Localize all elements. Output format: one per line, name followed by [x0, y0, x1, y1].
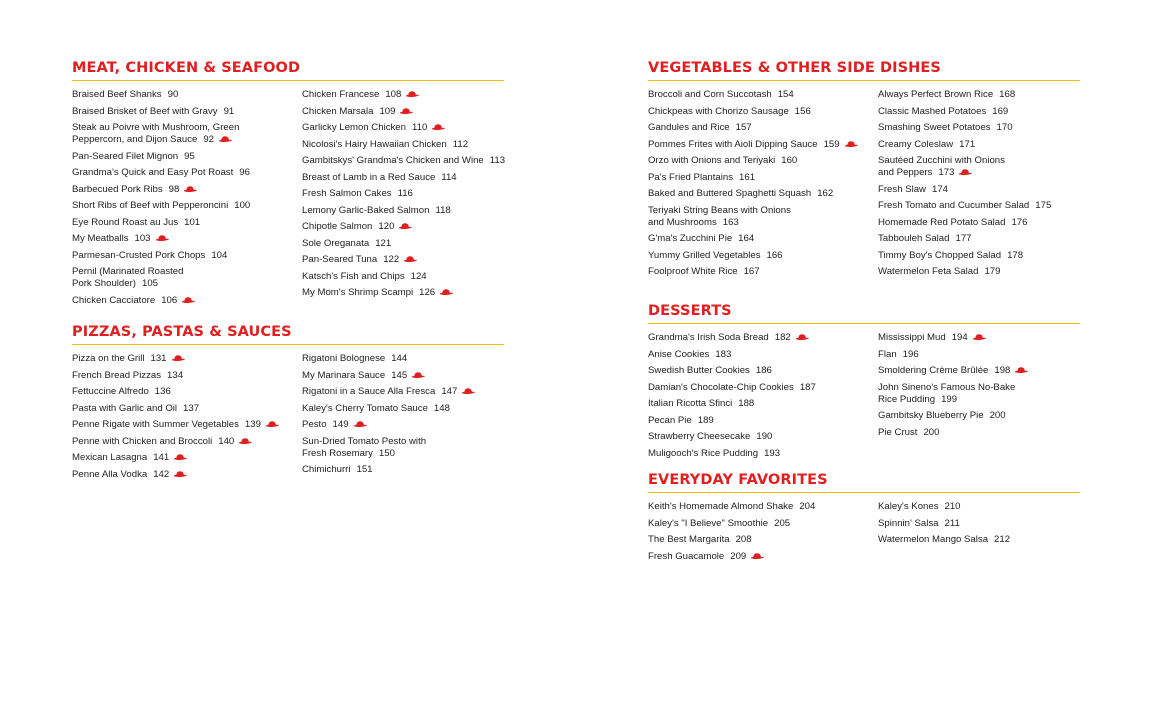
page-number: 126	[419, 287, 436, 298]
page-number: 166	[766, 249, 783, 261]
section-title: MEAT, CHICKEN & SEAFOOD	[72, 60, 504, 81]
recipe-entry	[878, 349, 1083, 361]
recipe-entry	[72, 122, 297, 146]
recipe-entry	[302, 155, 507, 167]
recipe-title: The Best Margarita	[648, 534, 730, 545]
recipe-entry	[648, 415, 873, 427]
page-number: 95	[184, 150, 195, 162]
chef-hat-icon	[183, 185, 198, 193]
recipe-entry	[302, 139, 507, 151]
recipe-entry	[72, 250, 297, 262]
recipe-entry	[648, 382, 873, 394]
recipe-title: Kaley's Kones	[878, 501, 939, 512]
recipe-entry	[302, 122, 507, 134]
recipe-entry	[648, 349, 873, 361]
recipe-entry	[72, 452, 297, 464]
page-number: 176	[1011, 216, 1028, 228]
recipe-title: Katsch's Fish and Chips	[302, 270, 405, 282]
recipe-entry	[302, 205, 507, 217]
recipe-title: My Meatballs	[72, 233, 129, 244]
recipe-entry	[648, 534, 873, 546]
recipe-title: Rigatoni Bolognese	[302, 353, 386, 364]
page-number: 103	[134, 233, 151, 244]
recipe-entry	[648, 205, 873, 229]
recipe-title: Tabbouleh Salad	[878, 233, 950, 244]
recipe-entry	[648, 89, 873, 101]
recipe-entry	[72, 266, 297, 290]
chef-hat-icon	[173, 470, 188, 478]
recipe-title: Broccoli and Corn Succotash	[648, 89, 772, 100]
page-number: 200	[989, 410, 1006, 421]
left-column	[648, 89, 873, 283]
recipe-entry	[302, 464, 507, 476]
chef-hat-icon	[181, 296, 196, 304]
page-number: 160	[781, 155, 798, 166]
recipe-entry	[72, 151, 297, 163]
page-number: 109	[379, 105, 396, 117]
page-number: 177	[955, 233, 972, 244]
recipe-entry	[302, 436, 507, 460]
page-number: 210	[944, 501, 961, 512]
page-number: 200	[923, 426, 940, 438]
recipe-entry	[648, 233, 873, 245]
recipe-entry	[648, 365, 873, 377]
recipe-entry	[72, 106, 297, 118]
left-column	[72, 353, 297, 485]
recipe-title: Fettuccine Alfredo	[72, 386, 149, 397]
recipe-title: Watermelon Mango Salsa	[878, 534, 989, 545]
page-number: 187	[799, 381, 816, 393]
recipe-entry	[648, 106, 873, 118]
recipe-title: Chicken Francese	[302, 89, 380, 100]
recipe-entry	[302, 370, 507, 382]
page-number: 134	[167, 369, 184, 381]
page-number: 114	[441, 171, 457, 183]
page-number: 168	[999, 89, 1016, 100]
page-number: 212	[994, 534, 1011, 545]
page-number: 106	[161, 294, 178, 306]
page-number: 120	[378, 221, 395, 232]
left-column	[648, 332, 873, 464]
section-title: VEGETABLES & OTHER SIDE DISHES	[648, 60, 1080, 81]
page-number: 208	[735, 534, 752, 545]
section-meat	[72, 60, 506, 306]
recipe-entry	[878, 332, 1083, 344]
recipe-entry	[648, 332, 873, 344]
recipe-title: Pernil (Marinated Roasted Pork Shoulder)	[72, 266, 184, 289]
recipe-title: Kaley's Cherry Tomato Sauce	[302, 402, 428, 414]
recipe-entry	[72, 184, 297, 196]
recipe-entry	[72, 217, 297, 229]
recipe-entry	[878, 382, 1083, 406]
recipe-entry	[878, 410, 1083, 422]
recipe-entry	[302, 172, 507, 184]
page-number: 149	[332, 419, 349, 430]
page-number: 198	[994, 365, 1011, 376]
section-title: PIZZAS, PASTAS & SAUCES	[72, 324, 504, 345]
recipe-title: Braised Beef Shanks	[72, 89, 162, 100]
left-column	[72, 89, 297, 311]
chef-hat-icon	[411, 371, 426, 379]
recipe-title: Fresh Slaw	[878, 183, 926, 195]
page-number: 156	[794, 105, 811, 117]
recipe-entry	[72, 370, 297, 382]
page-number: 100	[234, 200, 251, 211]
recipe-title: Damian's Chocolate-Chip Cookies	[648, 381, 794, 393]
chef-hat-icon	[403, 255, 418, 263]
recipe-entry	[72, 436, 297, 448]
page-number: 101	[184, 216, 201, 228]
page-number: 139	[244, 419, 261, 430]
left-column	[648, 501, 873, 567]
recipe-title: Sole Oreganata	[302, 237, 370, 249]
page-number: 121	[375, 237, 392, 249]
page-number: 193	[764, 447, 781, 459]
page-number: 174	[931, 183, 948, 195]
recipe-entry	[878, 106, 1083, 118]
section-vegetables	[648, 60, 1080, 277]
page-number: 131	[150, 353, 167, 364]
page-number: 154	[777, 89, 794, 100]
recipe-entry	[72, 403, 297, 415]
page-number: 190	[756, 431, 773, 442]
page-number: 105	[142, 278, 159, 289]
recipe-entry	[878, 427, 1083, 439]
section-title: EVERYDAY FAVORITES	[648, 472, 1080, 493]
page-number: 137	[183, 402, 200, 414]
page-number: 161	[739, 171, 756, 183]
page-number: 182	[774, 332, 791, 343]
recipe-title: Sun-Dried Tomato Pesto with Fresh Rosemary	[302, 435, 427, 459]
page-number: 188	[738, 398, 755, 409]
recipe-entry	[72, 386, 297, 398]
recipe-title: Swedish Butter Cookies	[648, 365, 750, 376]
page-number: 173	[938, 167, 955, 178]
recipe-title: Italian Ricotta Sfinci	[648, 398, 733, 409]
page-number: 183	[715, 348, 732, 360]
recipe-entry	[878, 139, 1083, 151]
recipe-entry	[648, 155, 873, 167]
recipe-entry	[72, 295, 297, 307]
recipe-title: Teriyaki String Beans with Onions and Mushrooms	[648, 204, 791, 228]
page-number: 209	[730, 550, 747, 562]
recipe-title: Parmesan-Crusted Pork Chops	[72, 249, 206, 261]
chef-hat-icon	[750, 552, 765, 560]
page-number: 98	[168, 183, 180, 195]
page-number: 141	[153, 452, 170, 463]
recipe-title: Lemony Garlic-Baked Salmon	[302, 204, 430, 216]
recipe-entry	[878, 266, 1083, 278]
recipe-entry	[302, 221, 507, 233]
page-number: 178	[1007, 249, 1024, 261]
recipe-title: Creamy Coleslaw	[878, 138, 954, 150]
chef-hat-icon	[399, 107, 414, 115]
recipe-entry	[878, 155, 1083, 179]
recipe-entry	[878, 89, 1083, 101]
recipe-entry	[648, 448, 873, 460]
recipe-title: Breast of Lamb in a Red Sauce	[302, 171, 436, 183]
recipe-title: Penne Rigate with Summer Vegetables	[72, 419, 239, 430]
recipe-entry	[878, 501, 1083, 513]
recipe-entry	[878, 365, 1083, 377]
recipe-title: Smoldering Crème Brûlée	[878, 365, 989, 376]
recipe-entry	[302, 271, 507, 283]
page-number: 171	[959, 138, 976, 150]
page-number: 164	[738, 233, 755, 244]
page-number: 199	[941, 393, 958, 405]
section-desserts	[648, 303, 1080, 459]
recipe-title: Pan-Seared Tuna	[302, 254, 378, 265]
recipe-entry	[648, 122, 873, 134]
page-number: 142	[153, 468, 170, 480]
recipe-entry	[72, 419, 297, 431]
recipe-title: Smashing Sweet Potatoes	[878, 122, 991, 133]
recipe-title: My Marinara Sauce	[302, 369, 386, 381]
recipe-entry	[648, 188, 873, 200]
recipe-title: Pesto	[302, 419, 327, 430]
right-column	[878, 89, 1083, 283]
recipe-title: Grandma's Irish Soda Bread	[648, 332, 769, 343]
chef-hat-icon	[173, 453, 188, 461]
chef-hat-icon	[795, 333, 810, 341]
recipe-title: Orzo with Onions and Teriyaki	[648, 155, 776, 166]
recipe-title: Foolproof White Rice	[648, 266, 738, 277]
section-pizzas	[72, 324, 504, 480]
chef-hat-icon	[461, 387, 476, 395]
recipe-title: Garlicky Lemon Chicken	[302, 122, 406, 133]
recipe-entry	[648, 501, 873, 513]
page-number: 116	[397, 188, 413, 199]
chef-hat-icon	[431, 123, 446, 131]
page-number: 96	[239, 167, 250, 178]
recipe-entry	[878, 233, 1083, 245]
page-number: 170	[996, 122, 1013, 133]
page-number: 157	[735, 122, 752, 133]
recipe-title: Gambitskys' Grandma's Chicken and Wine	[302, 155, 484, 166]
page-number: 91	[223, 105, 235, 117]
page-number: 148	[433, 402, 450, 414]
recipe-entry	[648, 518, 873, 530]
page-number: 124	[410, 270, 427, 282]
recipe-title: Mexican Lasagna	[72, 452, 148, 463]
page-number: 140	[218, 435, 235, 447]
recipe-entry	[648, 551, 873, 563]
recipe-title: Pie Crust	[878, 426, 918, 438]
recipe-entry	[648, 398, 873, 410]
chef-hat-icon	[218, 135, 233, 143]
recipe-entry	[72, 469, 297, 481]
recipe-entry	[878, 534, 1083, 546]
recipe-title: Homemade Red Potato Salad	[878, 216, 1006, 228]
recipe-title: Spinnin' Salsa	[878, 517, 939, 529]
recipe-title: Timmy Boy's Chopped Salad	[878, 249, 1002, 261]
recipe-entry	[302, 188, 507, 200]
recipe-title: Pa's Fried Plantains	[648, 171, 734, 183]
recipe-title: Eye Round Roast au Jus	[72, 216, 179, 228]
page-number: 145	[391, 369, 408, 381]
recipe-title: Sautéed Zucchini with Onions and Peppers	[878, 155, 1005, 178]
page-number: 151	[356, 464, 373, 475]
page-number: 175	[1035, 200, 1052, 211]
recipe-title: Chimichurri	[302, 464, 351, 475]
recipe-title: Fresh Salmon Cakes	[302, 188, 392, 199]
page-number: 118	[435, 204, 451, 216]
recipe-entry	[302, 89, 507, 101]
recipe-entry	[648, 266, 873, 278]
page-number: 179	[984, 266, 1001, 277]
chef-hat-icon	[171, 354, 186, 362]
recipe-entry	[878, 518, 1083, 530]
recipe-entry	[648, 139, 873, 151]
chef-hat-icon	[265, 420, 280, 428]
recipe-entry	[878, 217, 1083, 229]
recipe-title: Watermelon Feta Salad	[878, 266, 979, 277]
page-number: 108	[385, 89, 402, 100]
chef-hat-icon	[398, 222, 413, 230]
recipe-entry	[878, 200, 1083, 212]
recipe-title: Penne with Chicken and Broccoli	[72, 435, 213, 447]
recipe-title: Penne Alla Vodka	[72, 468, 148, 480]
recipe-title: Barbecued Pork Ribs	[72, 183, 163, 195]
page-number: 196	[902, 348, 919, 360]
recipe-title: John Sineno's Famous No-Bake Rice Pudding	[878, 381, 1016, 405]
recipe-title: Kaley's "I Believe" Smoothie	[648, 517, 769, 529]
recipe-title: Baked and Buttered Spaghetti Squash	[648, 188, 812, 199]
page-number: 159	[823, 138, 840, 150]
recipe-title: Mississippi Mud	[878, 332, 946, 343]
recipe-title: Chipotle Salmon	[302, 221, 373, 232]
recipe-title: French Bread Pizzas	[72, 369, 162, 381]
page-number: 162	[817, 188, 834, 199]
recipe-title: Keith's Homemade Almond Shake	[648, 501, 794, 512]
recipe-entry	[72, 233, 297, 245]
recipe-title: Muligooch's Rice Pudding	[648, 447, 759, 459]
recipe-title: Pasta with Garlic and Oil	[72, 402, 178, 414]
right-column	[302, 89, 507, 304]
recipe-title: Strawberry Cheesecake	[648, 431, 751, 442]
recipe-title: Always Perfect Brown Rice	[878, 89, 994, 100]
page-number: 112	[452, 138, 469, 150]
chef-hat-icon	[238, 437, 253, 445]
recipe-entry	[878, 122, 1083, 134]
recipe-entry	[72, 89, 297, 101]
chef-hat-icon	[405, 90, 420, 98]
right-column	[302, 353, 507, 481]
recipe-entry	[302, 386, 507, 398]
recipe-title: Chickpeas with Chorizo Sausage	[648, 105, 789, 117]
recipe-entry	[302, 254, 507, 266]
recipe-entry	[72, 200, 297, 212]
chef-hat-icon	[155, 234, 170, 242]
recipe-entry	[302, 403, 507, 415]
page-number: 186	[755, 365, 772, 376]
page-number: 163	[722, 216, 739, 228]
recipe-title: Steak au Poivre with Mushroom, Green Peppercorn, and Dijon Sauce	[72, 122, 240, 145]
right-column	[878, 332, 1083, 443]
page-number: 204	[799, 501, 816, 512]
recipe-title: Pecan Pie	[648, 414, 692, 426]
recipe-title: Nicolosi's Hairy Hawaiian Chicken	[302, 138, 447, 150]
recipe-title: Braised Brisket of Beef with Gravy	[72, 105, 218, 117]
page-number: 167	[743, 266, 760, 277]
page-number: 110	[411, 122, 428, 133]
recipe-entry	[648, 431, 873, 443]
recipe-title: Pommes Frites with Aioli Dipping Sauce	[648, 138, 818, 150]
recipe-title: Fresh Guacamole	[648, 550, 725, 562]
section-title: DESSERTS	[648, 303, 1080, 324]
page-number: 147	[441, 386, 458, 397]
recipe-title: Yummy Grilled Vegetables	[648, 249, 761, 261]
recipe-entry	[302, 353, 507, 365]
recipe-title: Rigatoni in a Sauce Alla Fresca	[302, 386, 436, 397]
chef-hat-icon	[972, 333, 987, 341]
recipe-entry	[648, 172, 873, 184]
page-number: 113	[489, 155, 506, 166]
page-number: 211	[944, 517, 960, 529]
recipe-title: Chicken Cacciatore	[72, 294, 156, 306]
page-number: 150	[378, 447, 395, 459]
page-number: 194	[951, 332, 968, 343]
chef-hat-icon	[844, 140, 859, 148]
recipe-title: Fresh Tomato and Cucumber Salad	[878, 200, 1030, 211]
recipe-entry	[302, 238, 507, 250]
section-everyday-favorites	[648, 472, 1080, 562]
page-number: 92	[203, 134, 215, 145]
recipe-title: Chicken Marsala	[302, 105, 374, 117]
recipe-entry	[72, 353, 297, 365]
recipe-title: Pan-Seared Filet Mignon	[72, 150, 179, 162]
recipe-entry	[72, 167, 297, 179]
right-column	[878, 501, 1083, 551]
recipe-entry	[648, 250, 873, 262]
chef-hat-icon	[1014, 366, 1029, 374]
recipe-title: G'ma's Zucchini Pie	[648, 233, 733, 244]
recipe-title: Classic Mashed Potatoes	[878, 105, 987, 117]
page-number: 104	[211, 249, 228, 261]
recipe-entry	[302, 419, 507, 431]
recipe-title: Pizza on the Grill	[72, 353, 145, 364]
recipe-entry	[302, 287, 507, 299]
page-number: 90	[167, 89, 179, 100]
recipe-title: Short Ribs of Beef with Pepperoncini	[72, 200, 229, 211]
page-number: 169	[992, 105, 1009, 117]
recipe-title: Flan	[878, 348, 897, 360]
recipe-title: Grandma's Quick and Easy Pot Roast	[72, 167, 234, 178]
chef-hat-icon	[353, 420, 368, 428]
page-number: 136	[154, 386, 171, 397]
recipe-entry	[878, 184, 1083, 196]
recipe-title: My Mom's Shrimp Scampi	[302, 287, 414, 298]
chef-hat-icon	[439, 288, 454, 296]
chef-hat-icon	[958, 168, 973, 176]
page-number: 189	[697, 414, 714, 426]
recipe-title: Gandules and Rice	[648, 122, 730, 133]
page-number: 205	[774, 517, 791, 529]
recipe-entry	[878, 250, 1083, 262]
page-number: 122	[383, 254, 400, 265]
page-number: 144	[391, 353, 408, 364]
recipe-title: Anise Cookies	[648, 348, 710, 360]
recipe-title: Gambitsky Blueberry Pie	[878, 410, 984, 421]
recipe-entry	[302, 106, 507, 118]
